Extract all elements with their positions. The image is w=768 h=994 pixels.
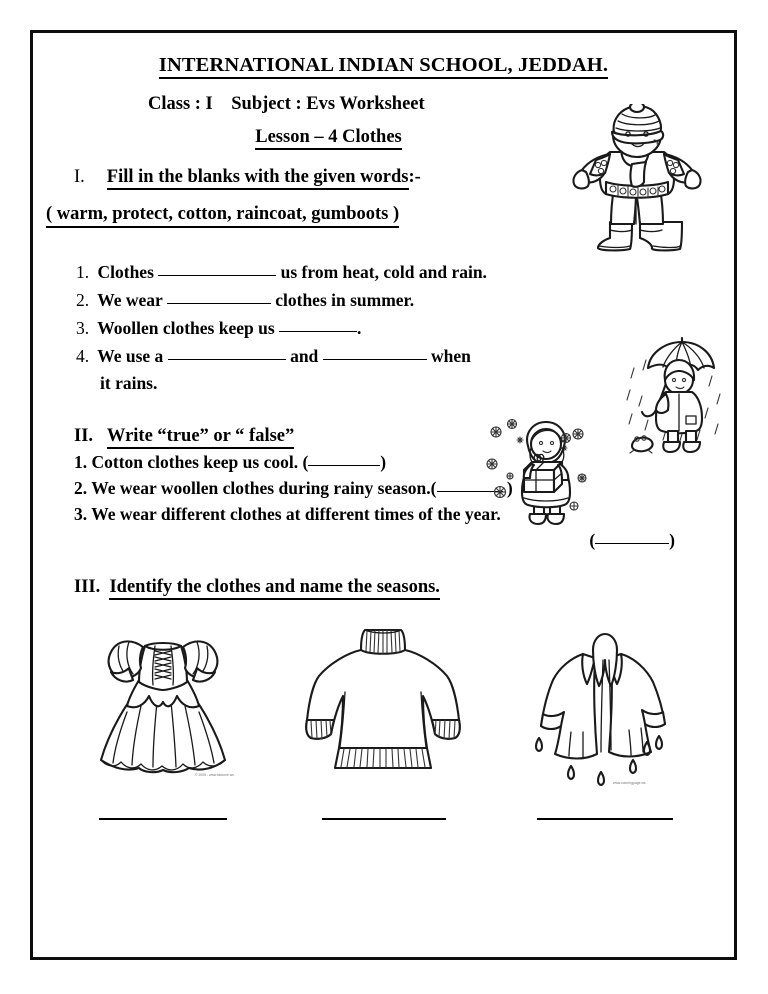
question-number: 2.	[76, 290, 90, 310]
question-text-part: We wear	[97, 290, 163, 310]
paren-close: )	[669, 530, 675, 550]
word-bank-text: ( warm, protect, cotton, raincoat, gumboots )	[46, 204, 399, 228]
question-text-part: We use a	[97, 346, 164, 366]
question-number: 3.	[76, 318, 90, 338]
question-continuation-text: it rains.	[100, 373, 158, 393]
question-number: 4.	[76, 346, 90, 366]
question-row	[76, 289, 737, 311]
section-three-heading	[30, 577, 737, 598]
section-one-heading-suffix: :-	[408, 167, 421, 187]
question-text: We wear woollen clothes during rainy season.(	[91, 478, 437, 498]
umbrella-child-rain-icon	[622, 334, 728, 456]
snow-girl-gift-icon	[486, 418, 590, 528]
section-three-heading-text: Identify the clothes and name the seasons.	[109, 577, 439, 600]
clothes-identification-row	[30, 618, 737, 820]
question-text-close: )	[380, 452, 387, 472]
true-false-row	[74, 478, 737, 499]
clothes-item	[510, 618, 700, 820]
lesson-label: Lesson – 4 Clothes	[255, 127, 401, 150]
answer-blank[interactable]	[308, 452, 380, 466]
class-label: Class : I	[148, 94, 213, 114]
school-title-text: INTERNATIONAL INDIAN SCHOOL, JEDDAH.	[159, 54, 608, 79]
section-one-numeral: I.	[74, 167, 85, 187]
answer-blank[interactable]	[158, 261, 276, 276]
answer-blank[interactable]	[167, 289, 271, 304]
true-false-question-list	[30, 452, 737, 551]
answer-blank[interactable]	[279, 317, 357, 332]
clipart-credit: www.coloringpage.ws	[612, 781, 646, 785]
school-title	[30, 54, 737, 77]
winter-child-icon	[566, 104, 706, 256]
raincoat-icon	[525, 618, 685, 790]
clothes-item	[68, 618, 258, 820]
section-one-heading-text: Fill in the blanks with the given words	[107, 167, 409, 190]
true-false-row	[74, 504, 737, 525]
question-number: 1.	[76, 262, 90, 282]
question-text-part: and	[290, 346, 319, 366]
question-row	[76, 261, 737, 283]
question-number: 1.	[74, 452, 88, 472]
clothes-item	[289, 618, 479, 820]
question-text-part: us from heat, cold and rain.	[280, 262, 487, 282]
sweater-icon	[299, 618, 469, 790]
answer-line[interactable]	[537, 818, 673, 820]
section-two-numeral: II.	[74, 426, 94, 446]
question-text: We wear different clothes at different times of the year.	[91, 504, 501, 524]
answer-blank[interactable]	[323, 345, 427, 360]
subject-label: Subject : Evs Worksheet	[231, 94, 425, 114]
true-false-trailing-answer	[74, 530, 737, 551]
question-text-part: when	[431, 346, 471, 366]
clipart-credit: © 2005 - www.kidzone.ws	[194, 773, 234, 777]
question-text-close: )	[502, 478, 513, 498]
answer-line[interactable]	[322, 818, 446, 820]
answer-line[interactable]	[99, 818, 227, 820]
answer-blank[interactable]	[595, 530, 669, 544]
section-three-numeral: III.	[74, 577, 101, 597]
question-text-part: .	[357, 318, 362, 338]
question-text-part: Woollen clothes keep us	[97, 318, 275, 338]
section-two-heading-text: Write “true” or “ false”	[107, 426, 294, 449]
question-number: 2.	[74, 478, 88, 498]
paren-open: (	[589, 530, 596, 550]
question-text-part: Clothes	[97, 262, 154, 282]
question-text-part: clothes in summer.	[275, 290, 415, 310]
answer-blank[interactable]	[168, 345, 286, 360]
dress-icon	[83, 618, 243, 790]
question-number: 3.	[74, 504, 88, 524]
question-text: Cotton clothes keep us cool. (	[91, 452, 309, 472]
